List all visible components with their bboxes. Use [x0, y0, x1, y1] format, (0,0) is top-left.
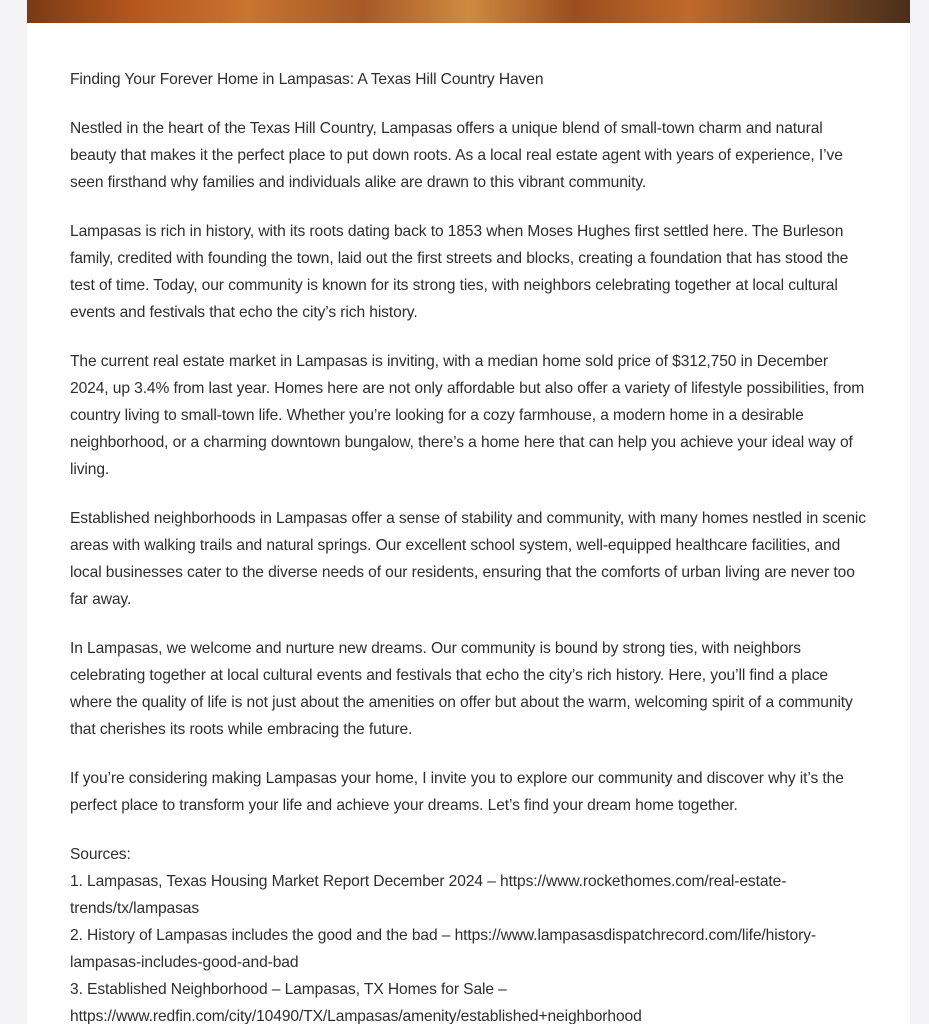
source-item[interactable]: 2. History of Lampasas includes the good and the bad – https://www.lampasasdispatchrecord.com/life/history-lampasas-includes-good-and-bad — [70, 927, 816, 971]
source-item[interactable]: 1. Lampasas, Texas Housing Market Report December 2024 – https://www.rockethomes.com/real-estate-trends/tx/lampasas — [70, 873, 787, 917]
paragraph-neighborhoods: Established neighborhoods in Lampasas offer a sense of stability and community, with many homes nestled in scenic areas with walking trails and natural springs. Our excellent school system, well-equipped healthcare facilities, and local businesses cater to the diverse needs of our residents, ensuring that the comforts of urban living are never too far away. — [70, 510, 866, 608]
sources-heading: Sources: — [70, 846, 131, 863]
article-title: Finding Your Forever Home in Lampasas: A Texas Hill Country Haven — [70, 71, 544, 88]
article-card — [27, 0, 910, 1024]
paragraph-history: Lampasas is rich in history, with its roots dating back to 1853 when Moses Hughes first settled here. The Burleson family, credited with founding the town, laid out the first streets and blocks, creating a foundation that has stood the test of time. Today, our community is known for its strong ties, with neighbors celebrating together at local cultural events and festivals that echo the city’s rich history. — [70, 223, 849, 321]
hero-image — [27, 0, 910, 23]
article-body — [70, 66, 870, 1024]
paragraph-intro: Nestled in the heart of the Texas Hill Country, Lampasas offers a unique blend of small-town charm and natural beauty that makes it the perfect place to put down roots. As a local real estate agent with years of experience, I’ve seen firsthand why families and individuals alike are drawn to this vibrant community. — [70, 120, 843, 191]
paragraph-closing: If you’re considering making Lampasas your home, I invite you to explore our community and discover why it’s the perfect place to transform your life and achieve your dreams. Let’s find your dream home together. — [70, 770, 844, 814]
sources-list — [70, 841, 870, 1024]
source-item[interactable]: 3. Established Neighborhood – Lampasas, TX Homes for Sale – https://www.redfin.com/city/10490/TX/Lampasas/amenity/established+neighborhood — [70, 981, 642, 1024]
paragraph-community: In Lampasas, we welcome and nurture new dreams. Our community is bound by strong ties, with neighbors celebrating together at local cultural events and festivals that echo the city’s rich history. Here, you’ll find a place where the quality of life is not just about the amenities on offer but about the warm, welcoming spirit of a community that cherishes its roots while embracing the future. — [70, 640, 853, 738]
paragraph-market: The current real estate market in Lampasas is inviting, with a median home sold price of $312,750 in December 2024, up 3.4% from last year. Homes here are not only affordable but also offer a variety of lifestyle possibilities, from country living to small-town life. Whether you’re looking for a cozy farmhouse, a modern home in a desirable neighborhood, or a charming downtown bungalow, there’s a home here that can help you achieve your ideal way of living. — [70, 353, 865, 478]
